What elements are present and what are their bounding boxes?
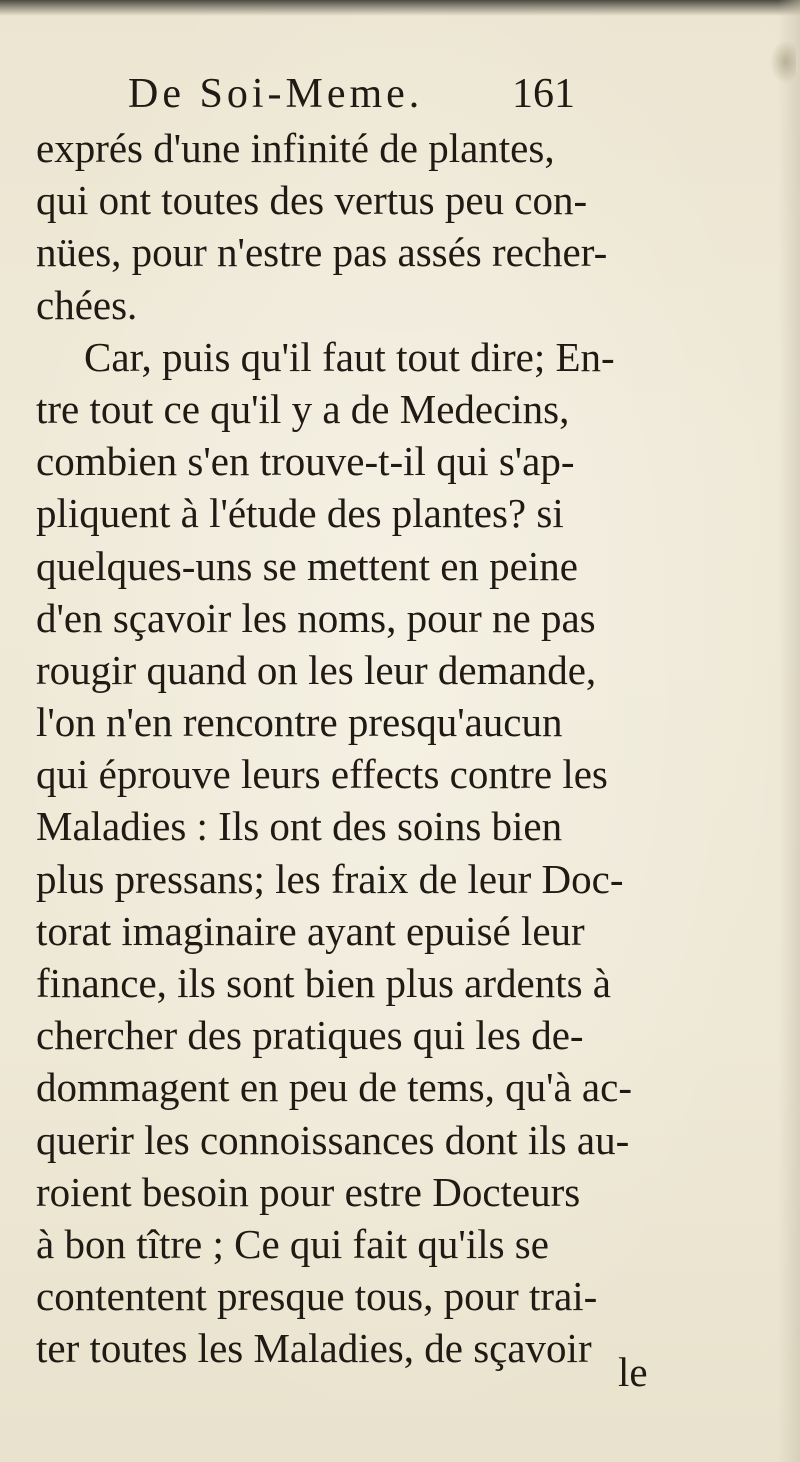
text-line: dommagent en peu de tems, qu'à ac- xyxy=(36,1064,632,1111)
paper-stain xyxy=(770,40,796,84)
text-line: qui éprouve leurs effects contre les xyxy=(36,751,608,798)
text-line: chercher des pratiques qui les de- xyxy=(36,1012,584,1059)
text-line: exprés d'une infinité de plantes, xyxy=(36,125,555,171)
text-line: combien s'en trouve-t-il qui s'ap- xyxy=(36,438,575,485)
text-line: querir les connoissances dont ils au- xyxy=(36,1116,630,1163)
text-line: Maladies : Ils ont des soins bien xyxy=(36,803,563,850)
text-line: quelques-uns se mettent en peine xyxy=(36,542,578,589)
text-line: nües, pour n'estre pas assés recher- xyxy=(36,229,608,276)
body-text xyxy=(36,122,656,1375)
text-line: contentent presque tous, pour trai- xyxy=(36,1273,598,1320)
text-line: pliquent à l'étude des plantes? si xyxy=(36,490,564,537)
text-line-paragraph-start: Car, puis qu'il faut tout dire; En- xyxy=(84,333,615,380)
text-line: d'en sçavoir les noms, pour ne pas xyxy=(36,594,596,641)
text-line: l'on n'en rencontre presqu'aucun xyxy=(36,699,563,746)
page-number: 161 xyxy=(512,71,575,117)
text-line: torat imaginaire ayant epuisé leur xyxy=(36,907,585,954)
text-line: ter toutes les Maladies, de sçavoir xyxy=(36,1325,592,1372)
page-top-edge-shadow xyxy=(0,0,800,16)
text-line: finance, ils sont bien plus ardents à xyxy=(36,960,612,1006)
page-right-edge-shadow xyxy=(778,0,800,1462)
text-line: tre tout ce qu'il y a de Medecins, xyxy=(36,385,570,432)
catchword: le xyxy=(618,1349,648,1395)
text-line: roient besoin pour estre Docteurs xyxy=(36,1168,581,1215)
text-line: plus pressans; les fraix de leur Doc- xyxy=(36,855,624,902)
text-line: chées. xyxy=(36,281,138,328)
page-header xyxy=(40,64,640,124)
running-head: De Soi-Meme. xyxy=(128,71,424,117)
text-line: à bon tître ; Ce qui fait qu'ils se xyxy=(36,1220,549,1267)
text-line: rougir quand on les leur demande, xyxy=(36,646,597,693)
text-line: qui ont toutes des vertus peu con- xyxy=(36,177,588,224)
